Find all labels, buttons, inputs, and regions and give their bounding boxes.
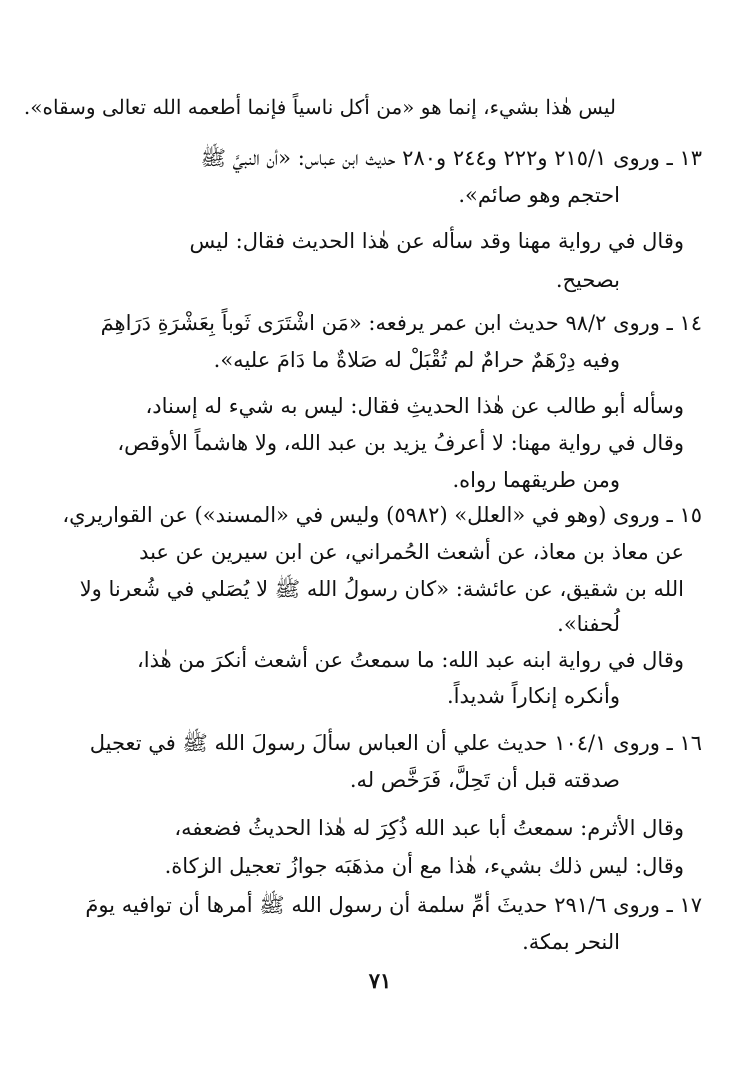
text-line: وسأله أبو طالب عن هٰذا الحديثِ فقال: ليس به شيء له إسناد، — [145, 394, 684, 418]
text-line: وأنكره إنكاراً شديداً. — [446, 684, 620, 708]
text-line: ومن طريقهما رواه. — [452, 468, 620, 492]
text-line: النحر بمكة. — [522, 930, 620, 954]
text-line: ليس هٰذا بشيء، إنما هو «من أكل ناسياً فإنما أطعمه الله تعالى وسقاه». — [23, 95, 616, 119]
text-line: وقال في رواية مهنا: لا أعرفُ يزيد بن عبد الله، ولا هاشماً الأوقص، — [117, 431, 684, 455]
text-line: الله بن شقيق، عن عائشة: «كان رسولُ الله ﷺ لا يُصَلي في شُعرنا ولا — [79, 577, 684, 601]
text-line: عن معاذ بن معاذ، عن أشعث الحُمراني، عن ابن سيرين عن عبد — [139, 540, 684, 564]
text-line: ١٧ ـ وروى ٢٩١/٦ حديثَ أمِّ سلمة أن رسول الله ﷺ أمرها أن توافيه يومَ — [85, 893, 702, 917]
text-line: ١٣ ـ وروى ٢١٥/١ و٢٢٢ و٢٤٤ و٢٨٠ حديث ابن عباس: «أن النبيَّ ﷺ — [200, 146, 702, 170]
text-line: وفيه دِرْهَمٌ حرامٌ لم تُقْبَلْ له صَلاةٌ ما دَامَ عليه». — [213, 348, 620, 372]
text-line: وقال الأثرم: سمعتُ أبا عبد الله ذُكِرَ له هٰذا الحديثُ فضعفه، — [174, 816, 684, 840]
text-line: ١٤ ـ وروى ٩٨/٢ حديث ابن عمر يرفعه: «مَن اشْتَرَى ثَوباً بِعَشْرَةِ دَرَاهِمَ — [100, 311, 702, 335]
page-number: ٧١ — [368, 968, 392, 993]
text-line: لُحفنا». — [557, 612, 620, 636]
text-line: ١٥ ـ وروى (وهو في «العلل» (٥٩٨٢) وليس في «المسند») عن القواريري، — [62, 503, 702, 527]
text-line: وقال: ليس ذلك بشيء، هٰذا مع أن مذهَبَه جوازُ تعجيل الزكاة. — [164, 854, 684, 878]
text-line: وقال في رواية ابنه عبد الله: ما سمعتُ عن أشعث أنكرَ من هٰذا، — [136, 648, 684, 672]
text-line: احتجم وهو صائم». — [458, 183, 620, 207]
text-line: ١٦ ـ وروى ١٠٤/١ حديث علي أن العباس سألَ رسولَ الله ﷺ في تعجيل — [89, 731, 702, 755]
text-line: صدقته قبل أن تَحِلَّ، فَرَخَّص له. — [349, 768, 620, 792]
text-line: بصحيح. — [555, 268, 620, 292]
text-line: وقال في رواية مهنا وقد سأله عن هٰذا الحديث فقال: ليس — [189, 229, 684, 253]
